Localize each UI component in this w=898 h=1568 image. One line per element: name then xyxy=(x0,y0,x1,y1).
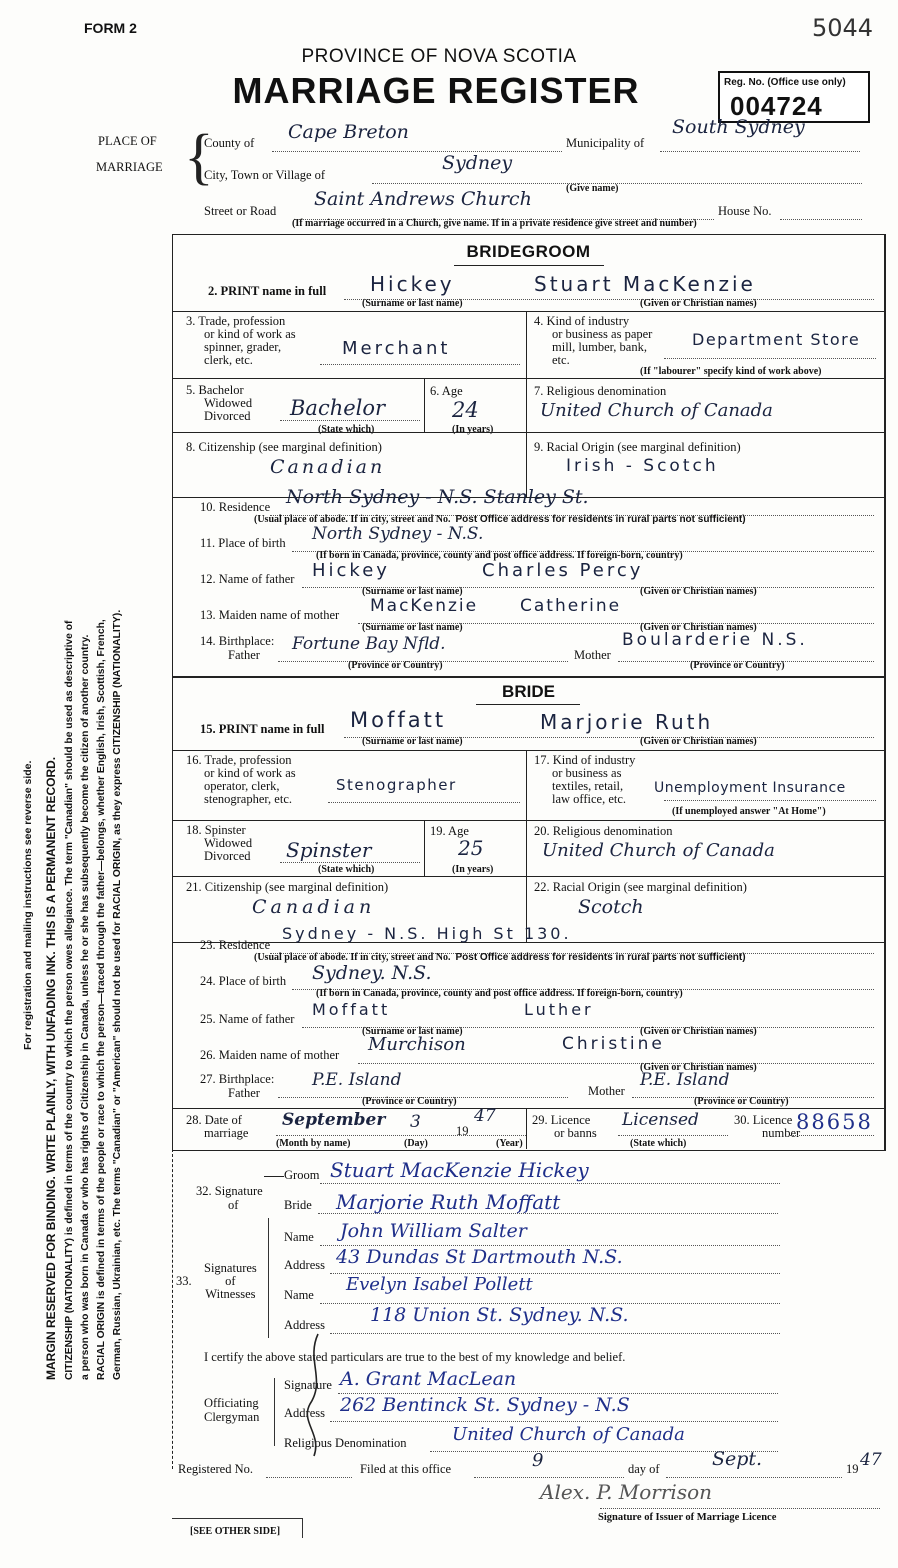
certification-text: I certify the above stated particulars are true to the best of my knowledge and belief. xyxy=(204,1350,626,1364)
bride-surname-caption: (Surname or last name) xyxy=(362,736,463,747)
licence-number-label: 30. Licence number xyxy=(734,1113,801,1140)
place-label-2: MARRIAGE xyxy=(96,160,163,174)
w2-name: Evelyn Isabel Pollett xyxy=(346,1274,533,1295)
bride-status-label: 18. Spinster Widowed Divorced xyxy=(186,823,253,863)
municipality-label: Municipality of xyxy=(566,136,645,150)
groom-residence-label: 10. Residence xyxy=(200,500,271,514)
w2-address-label: Address xyxy=(284,1318,325,1332)
day-of-label: day of xyxy=(628,1462,660,1476)
bride-father-birthplace: P.E. Island xyxy=(312,1070,402,1090)
groom-age: 24 xyxy=(452,398,479,422)
father-given-caption: (Given or Christian names) xyxy=(640,586,757,597)
margin-line-6: German, Russian, Ukrainian, etc. The terms "Canadian" or "American" should not be used for RACIAL ORIGIN, as they express CITIZENSHIP (NATIONALITY). xyxy=(112,609,123,1380)
residence-caption: (Usual place of abode. If in city, street and No. Post Office address for residents in rural parts not sufficient) xyxy=(254,514,746,525)
groom-industry: Department Store xyxy=(692,330,861,349)
reg-no-value: 004724 xyxy=(730,91,823,121)
mother-given-caption: (Given or Christian names) xyxy=(640,622,757,633)
unemployed-note: (If unemployed answer "At Home") xyxy=(672,806,826,817)
bride-birthplace: Sydney. N.S. xyxy=(312,962,432,984)
groom-origin-label: 9. Racial Origin (see marginal definition) xyxy=(534,440,741,454)
w1-address: 43 Dundas St Dartmouth N.S. xyxy=(336,1246,623,1268)
bride-father-given: Luther xyxy=(524,1000,594,1019)
filed-year: 47 xyxy=(860,1450,882,1470)
give-name-caption: (Give name) xyxy=(566,183,619,194)
bride-signature: Marjorie Ruth Moffatt xyxy=(336,1190,561,1214)
w1-name: John William Salter xyxy=(340,1220,527,1242)
witnesses-num: 33. xyxy=(176,1274,192,1288)
groom-signature: Stuart MacKenzie Hickey xyxy=(330,1158,589,1182)
groom-status: Bachelor xyxy=(290,396,386,420)
margin-line-4: a person who was born in Canada or who has rights of Citizenship in Canada, unless he or she has subsequently become the citizen of another country. xyxy=(80,634,91,1380)
bride-residence-label: 23. Residence xyxy=(200,938,271,952)
filed-month: Sept. xyxy=(712,1448,763,1470)
filed-label: Filed at this office xyxy=(360,1462,452,1476)
groom-birthplace: North Sydney - N.S. xyxy=(312,524,484,544)
bride-religion: United Church of Canada xyxy=(542,840,775,861)
province-heading: PROVINCE OF NOVA SCOTIA xyxy=(301,46,577,67)
bride-father-given-caption: (Given or Christian names) xyxy=(640,1026,757,1037)
clergy-signature-label: Signature xyxy=(284,1378,332,1392)
groom-trade-label: 3. Trade, profession or kind of work as spinner, grader, clerk, etc. xyxy=(186,314,296,367)
house-label: House No. xyxy=(718,204,772,218)
see-other-side: [SEE OTHER SIDE] xyxy=(190,1526,281,1537)
bride-mother-given: Christine xyxy=(562,1034,665,1054)
year-caption: (Year) xyxy=(496,1138,523,1149)
groom-birthplace-label: 11. Place of birth xyxy=(200,536,286,550)
place-label: PLACE OF xyxy=(98,134,157,148)
place-brace: { xyxy=(184,123,214,191)
bride-heading: BRIDE xyxy=(502,682,555,701)
margin-line-3: CITIZENSHIP (NATIONALITY) is defined in terms of the country to which the person owes allegiance. The term "Canadian" should be used as descriptive of xyxy=(64,620,75,1380)
mother-label: Mother xyxy=(574,648,611,662)
clergy-address: 262 Bentinck St. Sydney - N.S xyxy=(340,1394,630,1416)
margin-instructions xyxy=(22,280,128,1380)
clergy-denomination: United Church of Canada xyxy=(452,1424,685,1445)
bride-citizenship: Canadian xyxy=(252,896,376,918)
bride-sig-label: Bride xyxy=(284,1198,312,1212)
bride-origin: Scotch xyxy=(578,896,644,918)
prov-caption-1: (Province or Country) xyxy=(348,660,443,671)
licence-label: 29. Licence or banns xyxy=(532,1113,597,1140)
labourer-note: (If "labourer" specify kind of work above) xyxy=(640,366,822,377)
street-note: (If marriage occurred in a Church, give name. If in a private residence give street and number) xyxy=(292,218,697,229)
clergy-label: Officiating Clergyman xyxy=(204,1396,260,1424)
groom-origin: Irish - Scotch xyxy=(566,456,719,476)
margin-line-1: For registration and mailing instructions see reverse side. xyxy=(22,760,34,1050)
bride-mother-surname: Murchison xyxy=(368,1034,466,1055)
surname-caption: (Surname or last name) xyxy=(362,298,463,309)
licence-state-which: (State which) xyxy=(630,1138,687,1149)
street-value: Saint Andrews Church xyxy=(314,188,532,210)
bride-trade: Stenographer xyxy=(336,776,457,794)
bride-industry-label: 17. Kind of industry or business as textiles, retail, law office, etc. xyxy=(534,753,636,806)
municipality-value: South Sydney xyxy=(672,116,805,138)
bride-religion-label: 20. Religious denomination xyxy=(534,824,673,838)
bride-father-label: 25. Name of father xyxy=(200,1012,295,1026)
licence-number: 88658 xyxy=(796,1110,873,1134)
bride-father-surname: Moffatt xyxy=(312,1000,391,1019)
file-number: 5044 xyxy=(812,14,874,42)
bride-status: Spinster xyxy=(286,838,372,862)
groom-name-label: 2. PRINT name in full xyxy=(208,284,327,298)
street-label: Street or Road xyxy=(204,204,277,218)
bride-mother-birthplace: P.E. Island xyxy=(640,1070,730,1090)
state-which-caption: (State which) xyxy=(318,424,375,435)
bride-birth-caption: (If born in Canada, province, county and post office address. If foreign-born, country) xyxy=(316,988,683,999)
city-value: Sydney xyxy=(442,152,513,174)
bride-age-label: 19. Age xyxy=(430,824,469,838)
in-years-caption: (In years) xyxy=(452,424,494,435)
given-caption: (Given or Christian names) xyxy=(640,298,757,309)
witness-bracket xyxy=(268,1218,281,1338)
city-label: City, Town or Village of xyxy=(204,168,326,182)
filed-day: 9 xyxy=(532,1450,544,1471)
groom-mother-label: 13. Maiden name of mother xyxy=(200,608,340,622)
issuer-signature: Alex. P. Morrison xyxy=(540,1480,713,1504)
county-label: County of xyxy=(204,136,255,150)
date-label: 28. Date of marriage xyxy=(186,1113,249,1140)
father-surname-caption: (Surname or last name) xyxy=(362,586,463,597)
bride-father-surname-caption: (Surname or last name) xyxy=(362,1026,463,1037)
pen-stroke-mark xyxy=(296,1330,336,1460)
clergy-address-label: Address xyxy=(284,1406,325,1420)
groom-father-given: Charles Percy xyxy=(482,560,644,581)
groom-father-birthplace: Fortune Bay Nfld. xyxy=(292,634,446,654)
bride-trade-label: 16. Trade, profession or kind of work as operator, clerk, stenographer, etc. xyxy=(186,753,296,806)
margin-line-5: RACIAL ORIGIN is defined in terms of the people or race to which the person—traced through the father—belongs, whether English, Irish, Scottish, French, xyxy=(96,619,107,1380)
bride-birthplaces-label: 27. Birthplace: Father xyxy=(200,1072,275,1100)
clergy-signature: A. Grant MacLean xyxy=(340,1368,517,1390)
signature-label: 32. Signature of xyxy=(196,1184,263,1212)
bride-residence: Sydney - N.S. High St 130. xyxy=(282,924,572,943)
month-caption: (Month by name) xyxy=(276,1138,351,1149)
groom-sig-label: Groom xyxy=(284,1168,320,1182)
groom-father-label: 12. Name of father xyxy=(200,572,295,586)
groom-mother-surname: MacKenzie xyxy=(370,596,479,616)
year-prefix: 19 xyxy=(456,1124,469,1138)
bride-given-caption: (Given or Christian names) xyxy=(640,736,757,747)
marriage-month: September xyxy=(282,1110,386,1130)
groom-age-label: 6. Age xyxy=(430,384,463,398)
groom-religion: United Church of Canada xyxy=(540,400,773,421)
groom-heading: BRIDEGROOM xyxy=(466,242,591,261)
form-number: FORM 2 xyxy=(84,20,137,36)
mother-surname-caption: (Surname or last name) xyxy=(362,622,463,633)
bride-in-years: (In years) xyxy=(452,864,494,875)
county-value: Cape Breton xyxy=(288,121,409,143)
bride-age: 25 xyxy=(458,836,484,860)
clergy-denomination-label: Religious Denomination xyxy=(284,1436,407,1450)
issuer-caption: Signature of Issuer of Marriage Licence xyxy=(598,1512,777,1523)
bride-surname: Moffatt xyxy=(350,708,447,732)
birth-caption: (If born in Canada, province, county and post office address. If foreign-born, country) xyxy=(316,550,683,561)
bride-residence-caption: (Usual place of abode. If in city, street and No. Post Office address for residents in rural parts not sufficient) xyxy=(254,952,746,963)
witnesses-label: Signatures of Witnesses xyxy=(204,1261,257,1301)
bride-mother-given-caption: (Given or Christian names) xyxy=(640,1062,757,1073)
marriage-year: 47 xyxy=(474,1106,496,1126)
registered-label: Registered No. xyxy=(178,1462,253,1476)
groom-religion-label: 7. Religious denomination xyxy=(534,384,667,398)
w2-name-label: Name xyxy=(284,1288,314,1302)
bride-origin-label: 22. Racial Origin (see marginal definition) xyxy=(534,880,747,894)
w1-name-label: Name xyxy=(284,1230,314,1244)
groom-trade: Merchant xyxy=(342,338,451,359)
bride-prov-caption-1: (Province or Country) xyxy=(362,1096,457,1107)
groom-birthplaces-label: 14. Birthplace: Father xyxy=(200,634,275,662)
groom-given: Stuart MacKenzie xyxy=(534,272,756,296)
w1-address-label: Address xyxy=(284,1258,325,1272)
groom-industry-label: 4. Kind of industry or business as paper mill, lumber, bank, etc. xyxy=(534,314,653,367)
marriage-day: 3 xyxy=(410,1112,421,1132)
licence-type: Licensed xyxy=(622,1110,699,1130)
groom-mother-birthplace: Boularderie N.S. xyxy=(622,630,808,650)
reg-no-label: Reg. No. (Office use only) xyxy=(724,77,846,88)
bride-prov-caption-2: (Province or Country) xyxy=(694,1096,789,1107)
bride-given: Marjorie Ruth xyxy=(540,710,714,734)
margin-line-2: MARGIN RESERVED FOR BINDING. WRITE PLAINLY, WITH UNFADING INK. THIS IS A PERMANENT RECORD. xyxy=(44,756,58,1380)
bride-mother-label: 26. Maiden name of mother xyxy=(200,1048,340,1062)
groom-father-surname: Hickey xyxy=(312,560,390,581)
bride-state-which: (State which) xyxy=(318,864,375,875)
footer-year-prefix: 19 xyxy=(846,1462,859,1476)
groom-status-label: 5. Bachelor Widowed Divorced xyxy=(186,383,253,423)
groom-mother-given: Catherine xyxy=(520,596,622,616)
groom-citizenship-label: 8. Citizenship (see marginal definition) xyxy=(186,440,382,454)
bride-citizenship-label: 21. Citizenship (see marginal definition) xyxy=(186,880,389,894)
bride-industry: Unemployment Insurance xyxy=(654,780,846,796)
prov-caption-2: (Province or Country) xyxy=(690,660,785,671)
day-caption: (Day) xyxy=(404,1138,428,1149)
groom-citizenship: Canadian xyxy=(270,456,386,478)
groom-surname: Hickey xyxy=(370,272,455,296)
bride-birthplace-label: 24. Place of birth xyxy=(200,974,287,988)
bride-mother-bp-label: Mother xyxy=(588,1084,625,1098)
groom-residence: North Sydney - N.S. Stanley St. xyxy=(286,486,589,508)
bride-name-label: 15. PRINT name in full xyxy=(200,722,325,736)
page-title: MARRIAGE REGISTER xyxy=(232,70,640,111)
w2-address: 118 Union St. Sydney. N.S. xyxy=(370,1304,629,1326)
